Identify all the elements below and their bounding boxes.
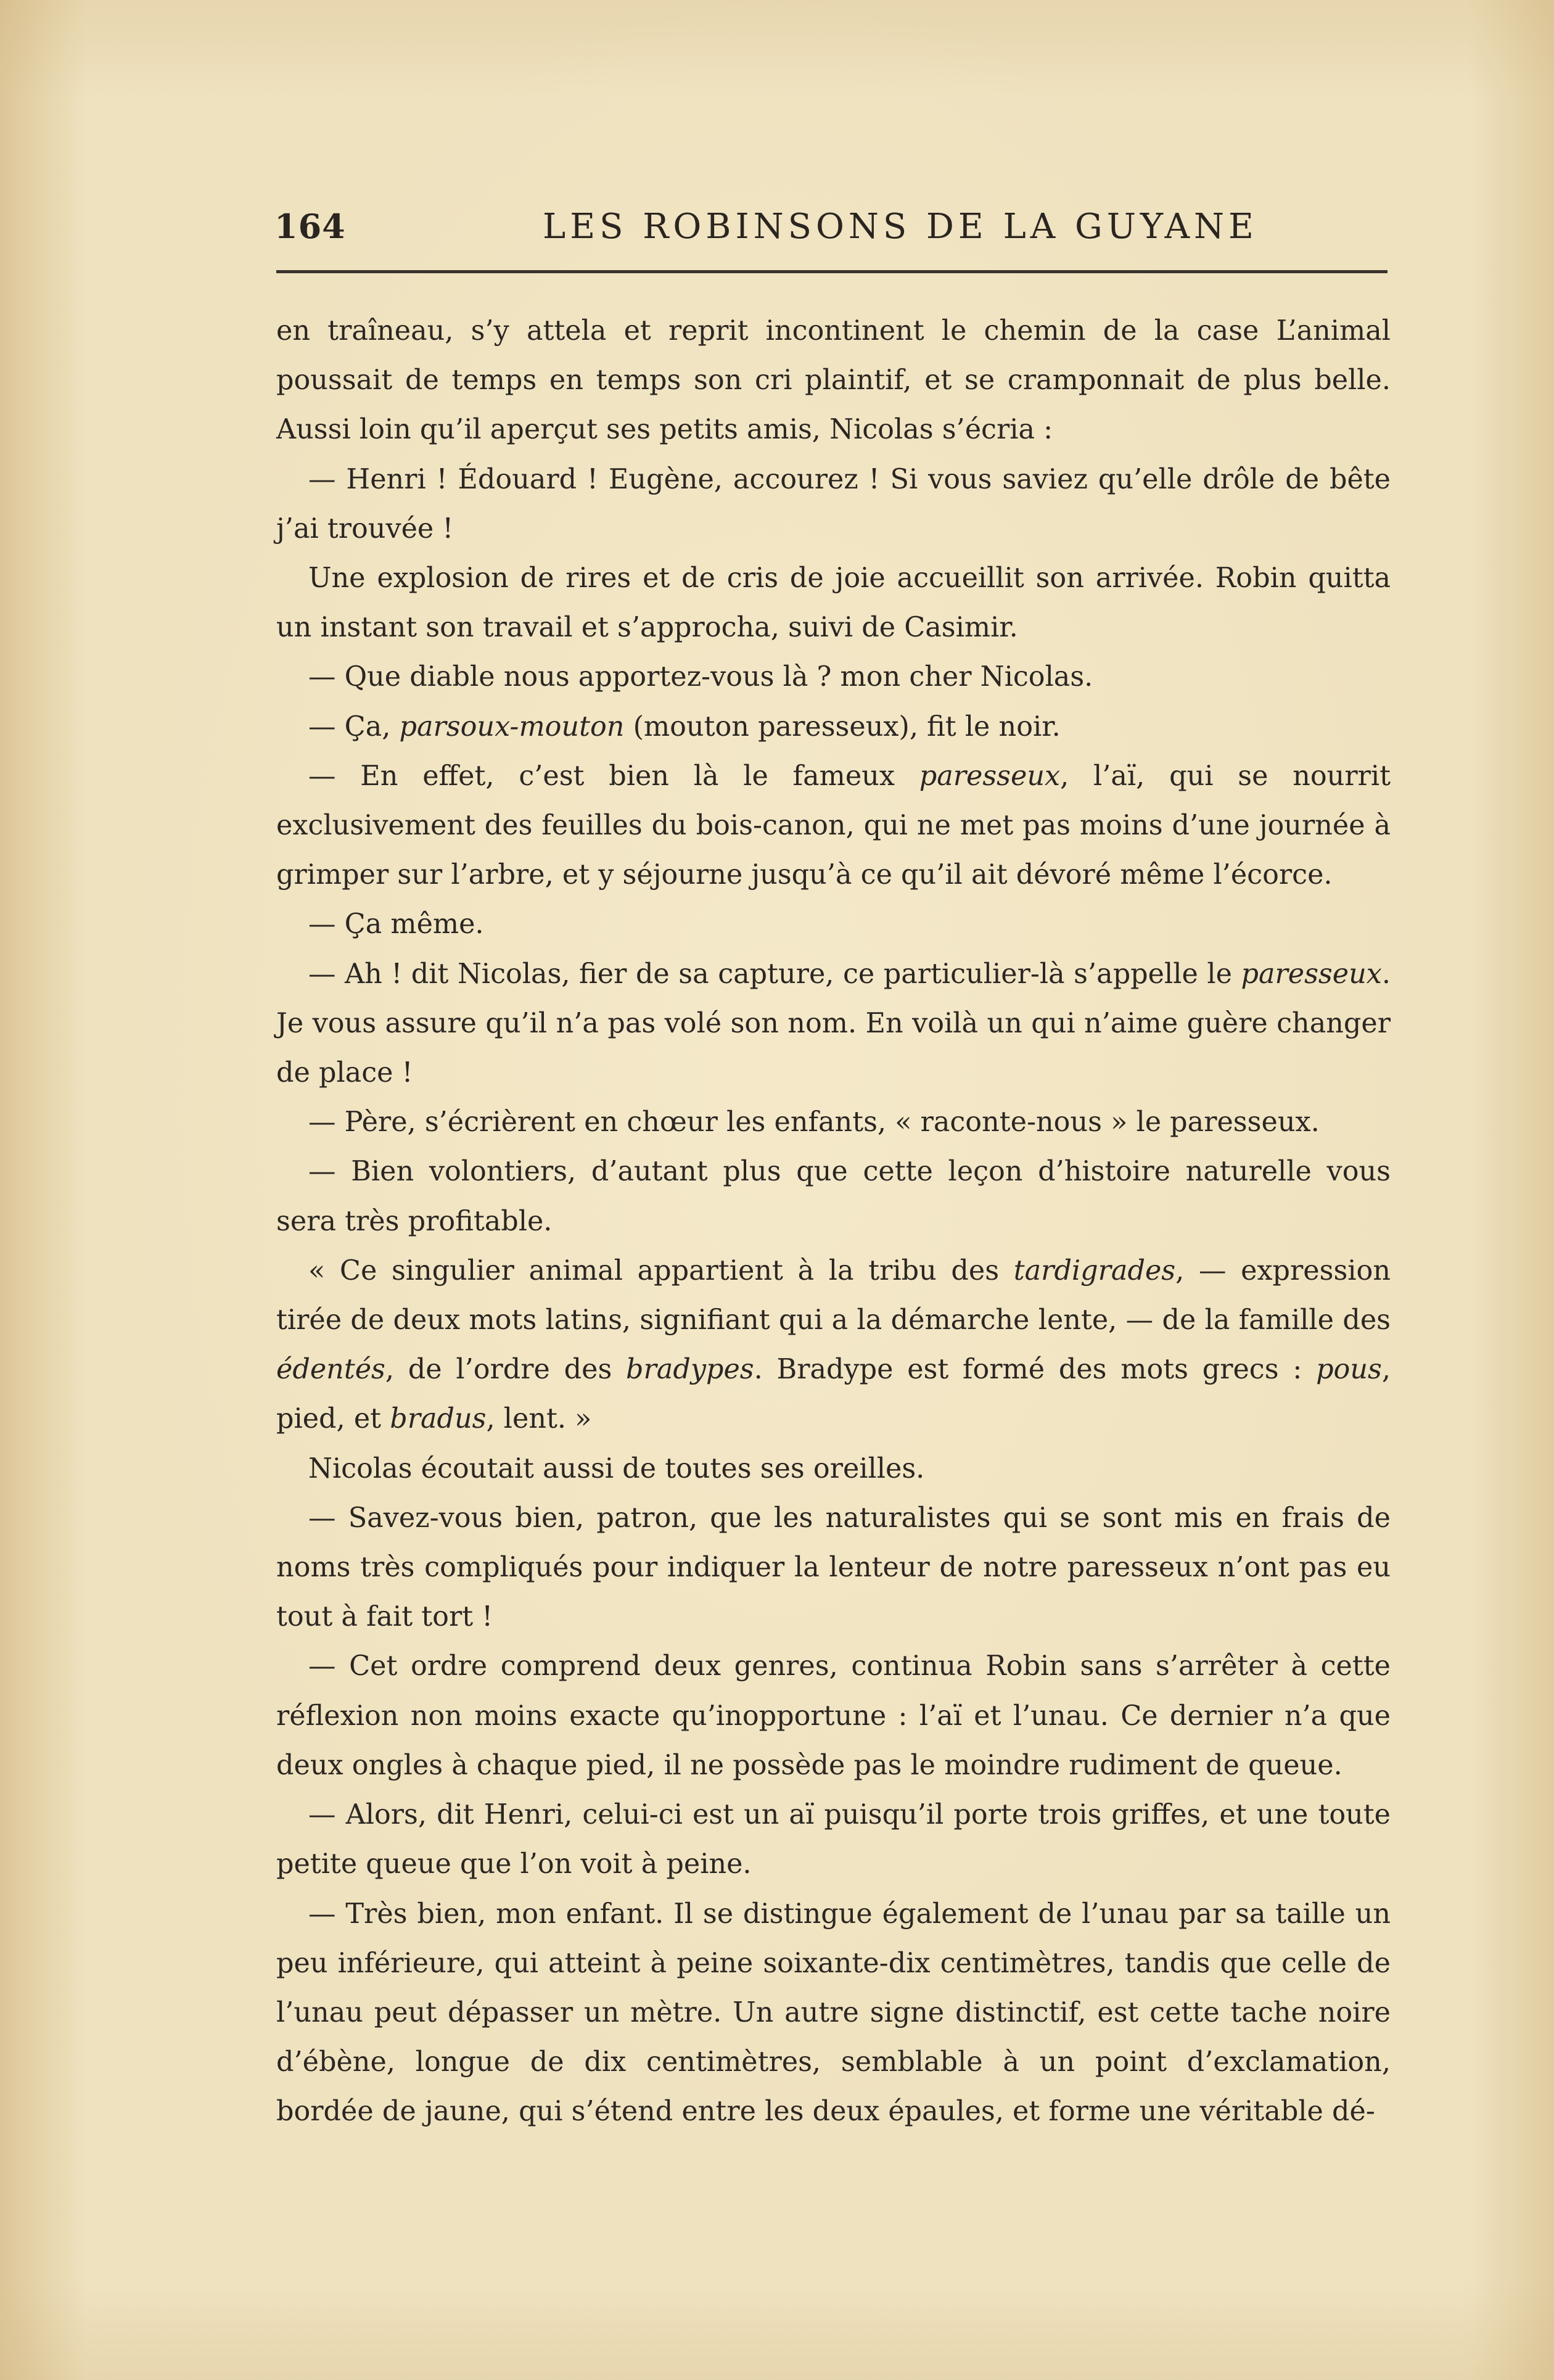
text-run: , pied, et xyxy=(276,1354,1391,1435)
paragraph xyxy=(276,950,1391,1098)
text-run: Une explosion de rires et de cris de joie accueillit son arrivée. Robin quitta un instant son travail et s’approcha, suivi de Casimir. xyxy=(276,562,1391,644)
text-run: « Ce singulier animal appartient à la tribu des xyxy=(308,1254,1014,1287)
italic-term: bradypes xyxy=(626,1354,754,1386)
text-run: , lent. » xyxy=(486,1403,592,1435)
paragraph xyxy=(276,653,1391,702)
italic-term: paresseux xyxy=(919,760,1061,792)
paragraph xyxy=(276,900,1391,949)
italic-term: paresseux xyxy=(1241,958,1382,990)
paragraph xyxy=(276,1444,1391,1494)
paragraph xyxy=(276,752,1391,900)
italic-term: bradus xyxy=(390,1403,487,1435)
text-run: — Cet ordre comprend deux genres, continua Robin sans s’arrêter à cette réflexion non moins exacte qu’inopportune : l’aï et l’unau. Ce dernier n’a que deux ongles à chaque pied, il ne possède pas le moindre rudiment de queue. xyxy=(276,1650,1391,1781)
paragraph xyxy=(276,1246,1391,1444)
paragraph xyxy=(276,1147,1391,1246)
text-run: — Ça même. xyxy=(308,908,484,941)
text-run: en traîneau, s’y attela et reprit incontinent le chemin de la case L’animal poussait de temps en temps son cri plaintif, et se cramponnait de plus belle. Aussi loin qu’il aperçut ses petits amis, Nicolas s’écria : xyxy=(276,315,1391,446)
page-number: 164 xyxy=(274,207,346,246)
paragraph xyxy=(276,1890,1391,2137)
paragraph xyxy=(276,1494,1391,1642)
text-run: — Très bien, mon enfant. Il se distingue également de l’unau par sa taille un peu inférieure, qui atteint à peine soixante-dix centimètres, tandis que celle de l’unau peut dépasser un mètre. Un autre signe distinctif, est cette tache noire d’ébène, longue de dix centimètres, semblable à un point d’exclamation, bordée de jaune, qui s’étend entre les deux épaules, et forme une véritable dé- xyxy=(276,1898,1391,2128)
running-title: LES ROBINSONS DE LA GUYANE xyxy=(543,207,1258,247)
text-run: — Henri ! Édouard ! Eugène, accourez ! Si vous saviez qu’elle drôle de bête j’ai trouvée ! xyxy=(276,463,1391,545)
paragraph xyxy=(276,1790,1391,1889)
body-text xyxy=(276,307,1391,2137)
page-header xyxy=(274,207,1384,256)
italic-term: pous xyxy=(1316,1354,1382,1386)
italic-term: parsoux-mouton xyxy=(399,710,625,743)
paragraph xyxy=(276,1642,1391,1790)
text-run: — Savez-vous bien, patron, que les naturalistes qui se sont mis en frais de noms très compliqués pour indiquer la lenteur de notre paresseux n’ont pas eu tout à fait tort ! xyxy=(276,1502,1391,1633)
text-run: . Je vous assure qu’il n’a pas volé son nom. En voilà un qui n’aime guère changer de place ! xyxy=(276,958,1391,1089)
paragraph xyxy=(276,455,1391,554)
text-run: , l’aï, qui se nourrit exclusivement des feuilles du bois-canon, qui ne met pas moins d’une journée à grimper sur l’arbre, et y séjourne jusqu’à ce qu’il ait dévoré même l’écorce. xyxy=(276,760,1391,891)
paragraph xyxy=(276,1098,1391,1147)
text-run: — Alors, dit Henri, celui-ci est un aï puisqu’il porte trois griffes, et une toute petite queue que l’on voit à peine. xyxy=(276,1799,1391,1880)
text-run: — Bien volontiers, d’autant plus que cette leçon d’histoire naturelle vous sera très profitable. xyxy=(276,1156,1391,1237)
text-run: (mouton paresseux), fit le noir. xyxy=(624,710,1061,743)
text-run: — Ah ! dit Nicolas, fier de sa capture, ce particulier-là s’appelle le xyxy=(308,958,1241,990)
italic-term: tardigrades xyxy=(1013,1254,1176,1287)
text-run: — Que diable nous apportez-vous là ? mon cher Nicolas. xyxy=(308,661,1093,693)
text-run: , — expression tirée de deux mots latins, signifiant qui a la démarche lente, — de la famille des xyxy=(276,1254,1391,1336)
text-run: Nicolas écoutait aussi de toutes ses oreilles. xyxy=(308,1452,925,1484)
text-run: — Père, s’écrièrent en chœur les enfants, « raconte-nous » le paresseux. xyxy=(308,1106,1320,1139)
paragraph xyxy=(276,554,1391,653)
paragraph xyxy=(276,307,1391,455)
text-run: , de l’ordre des xyxy=(385,1354,627,1386)
text-run: — En effet, c’est bien là le fameux xyxy=(308,760,919,792)
paragraph xyxy=(276,702,1391,752)
text-run: — Ça, xyxy=(308,710,400,743)
text-run: . Bradype est formé des mots grecs : xyxy=(754,1354,1317,1386)
italic-term: édentés xyxy=(276,1354,385,1386)
header-rule xyxy=(276,270,1388,273)
